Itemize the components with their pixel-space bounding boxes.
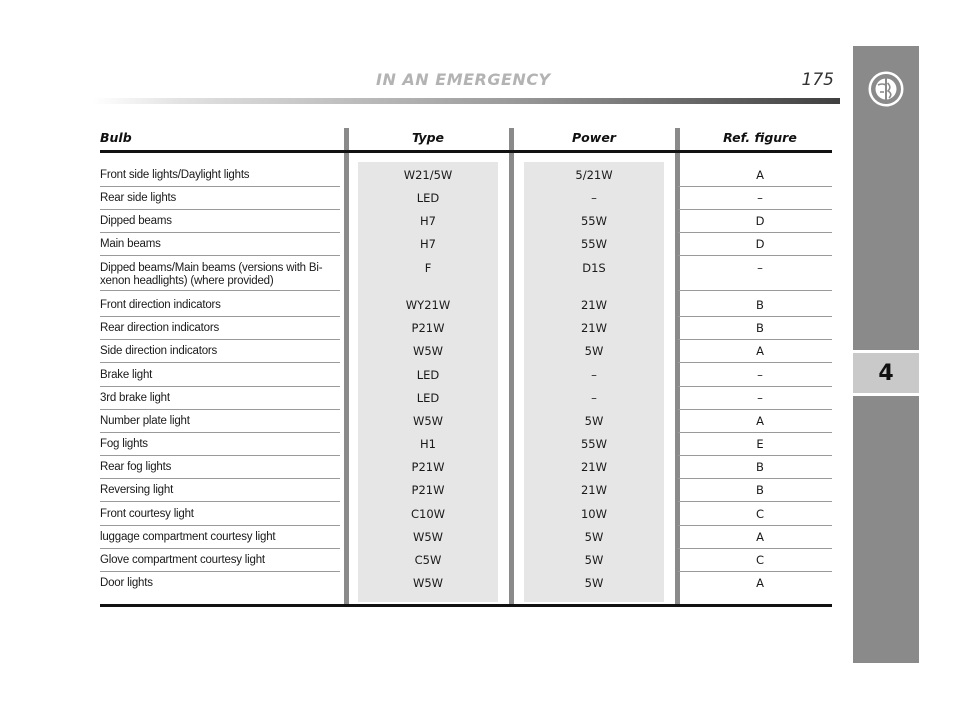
- power-cell: 21W: [580, 483, 607, 497]
- row-divider: [678, 432, 832, 433]
- ref-figure-cell: B: [756, 321, 764, 335]
- ref-figure-cell: D: [755, 237, 765, 251]
- ref-figure-cell: D: [755, 214, 765, 228]
- header-underline: [100, 150, 832, 153]
- power-cell: 5W: [584, 414, 604, 428]
- row-divider: [678, 571, 832, 572]
- row-divider: [100, 501, 340, 502]
- power-cell: 55W: [580, 237, 607, 251]
- bulb-cell: Front direction indicators: [100, 299, 221, 311]
- row-divider: [678, 478, 832, 479]
- column-header-type: Type: [411, 130, 445, 145]
- row-divider: [678, 232, 832, 233]
- row-divider: [100, 339, 340, 340]
- row-divider: [678, 186, 832, 187]
- type-cell: W5W: [412, 576, 444, 590]
- ref-figure-cell: E: [756, 437, 764, 451]
- type-cell: LED: [416, 368, 440, 382]
- ref-figure-cell: A: [756, 576, 764, 590]
- column-separator: [344, 128, 349, 606]
- type-cell: C5W: [414, 553, 442, 567]
- power-cell: 5W: [584, 576, 604, 590]
- page-number: 175: [801, 70, 834, 90]
- type-cell: W21/5W: [403, 168, 453, 182]
- type-cell: H1: [420, 437, 436, 451]
- power-cell: 5/21W: [575, 168, 613, 182]
- row-divider: [678, 409, 832, 410]
- row-divider: [100, 525, 340, 526]
- tab-divider: [853, 393, 919, 396]
- power-cell: –: [591, 391, 597, 405]
- power-cell: 10W: [580, 507, 607, 521]
- row-divider: [678, 209, 832, 210]
- row-divider: [678, 548, 832, 549]
- bulb-cell: Door lights: [100, 577, 153, 589]
- bulb-cell: Brake light: [100, 369, 153, 381]
- bulb-cell: 3rd brake light: [100, 392, 170, 404]
- bulb-cell: Rear side lights: [100, 192, 177, 204]
- power-cell: 21W: [580, 321, 607, 335]
- ref-figure-cell: –: [757, 191, 763, 205]
- power-cell: –: [591, 191, 597, 205]
- row-divider: [100, 571, 340, 572]
- type-cell: H7: [420, 214, 436, 228]
- type-cell: W5W: [412, 344, 444, 358]
- row-divider: [100, 548, 340, 549]
- chapter-number[interactable]: 4: [853, 353, 919, 393]
- row-divider: [100, 186, 340, 187]
- bulb-table: [100, 128, 832, 608]
- row-divider: [678, 386, 832, 387]
- ref-figure-cell: B: [756, 298, 764, 312]
- bulb-cell: Front side lights/Daylight lights: [100, 169, 250, 181]
- ref-figure-cell: A: [756, 414, 764, 428]
- power-cell: –: [591, 368, 597, 382]
- type-cell: W5W: [412, 414, 444, 428]
- bulb-cell: Dipped beams/Main beams (versions with Bi-xenon headlights) (where provided): [100, 262, 323, 287]
- ref-figure-cell: A: [756, 168, 764, 182]
- ref-figure-cell: –: [757, 391, 763, 405]
- bulb-cell: Main beams: [100, 238, 161, 250]
- column-separator: [509, 128, 514, 606]
- bulb-cell: Reversing light: [100, 484, 174, 496]
- ref-figure-cell: –: [757, 368, 763, 382]
- header-rule: [92, 98, 840, 104]
- row-divider: [100, 478, 340, 479]
- bulb-cell: Front courtesy light: [100, 508, 194, 520]
- power-cell: 5W: [584, 344, 604, 358]
- column-header-bulb: Bulb: [100, 130, 132, 145]
- power-cell: 21W: [580, 460, 607, 474]
- table-bottom-rule: [100, 604, 832, 607]
- bulb-cell: Number plate light: [100, 415, 190, 427]
- bulb-cell: luggage compartment courtesy light: [100, 531, 276, 543]
- column-separator: [675, 128, 680, 606]
- row-divider: [100, 255, 340, 256]
- row-divider: [678, 316, 832, 317]
- power-cell: 55W: [580, 214, 607, 228]
- row-divider: [100, 386, 340, 387]
- row-divider: [678, 501, 832, 502]
- bulb-cell: Glove compartment courtesy light: [100, 554, 265, 566]
- power-cell: 5W: [584, 530, 604, 544]
- row-divider: [678, 339, 832, 340]
- type-cell: W5W: [412, 530, 444, 544]
- ref-figure-cell: A: [756, 530, 764, 544]
- bulb-cell: Side direction indicators: [100, 345, 218, 357]
- section-title: IN AN EMERGENCY: [376, 70, 551, 89]
- alfa-romeo-badge-icon: [868, 71, 904, 107]
- row-divider: [678, 290, 832, 291]
- bulb-cell: Rear direction indicators: [100, 322, 220, 334]
- ref-figure-cell: –: [757, 261, 763, 275]
- ref-figure-cell: C: [755, 507, 765, 521]
- row-divider: [100, 362, 340, 363]
- power-cell: 21W: [580, 298, 607, 312]
- type-cell: P21W: [411, 460, 445, 474]
- type-cell: LED: [416, 191, 440, 205]
- row-divider: [100, 209, 340, 210]
- row-divider: [100, 232, 340, 233]
- bulb-cell: Fog lights: [100, 438, 148, 450]
- power-cell: 55W: [580, 437, 607, 451]
- row-divider: [678, 362, 832, 363]
- row-divider: [100, 316, 340, 317]
- row-divider: [100, 290, 340, 291]
- ref-figure-cell: B: [756, 460, 764, 474]
- column-header-power: Power: [572, 130, 616, 145]
- ref-figure-cell: C: [755, 553, 765, 567]
- ref-figure-cell: A: [756, 344, 764, 358]
- row-divider: [100, 455, 340, 456]
- type-cell: P21W: [411, 483, 445, 497]
- column-header-ref-figure: Ref. figure: [723, 130, 797, 145]
- chapter-side-tab: [853, 46, 919, 663]
- row-divider: [678, 455, 832, 456]
- type-cell: WY21W: [405, 298, 451, 312]
- row-divider: [100, 432, 340, 433]
- power-cell: D1S: [582, 261, 606, 275]
- row-divider: [678, 255, 832, 256]
- type-cell: LED: [416, 391, 440, 405]
- type-cell: C10W: [410, 507, 446, 521]
- type-cell: F: [424, 261, 432, 275]
- row-divider: [678, 525, 832, 526]
- ref-figure-cell: B: [756, 483, 764, 497]
- row-divider: [100, 409, 340, 410]
- type-cell: H7: [420, 237, 436, 251]
- bulb-cell: Rear fog lights: [100, 461, 172, 473]
- bulb-cell: Dipped beams: [100, 215, 172, 227]
- type-cell: P21W: [411, 321, 445, 335]
- power-cell: 5W: [584, 553, 604, 567]
